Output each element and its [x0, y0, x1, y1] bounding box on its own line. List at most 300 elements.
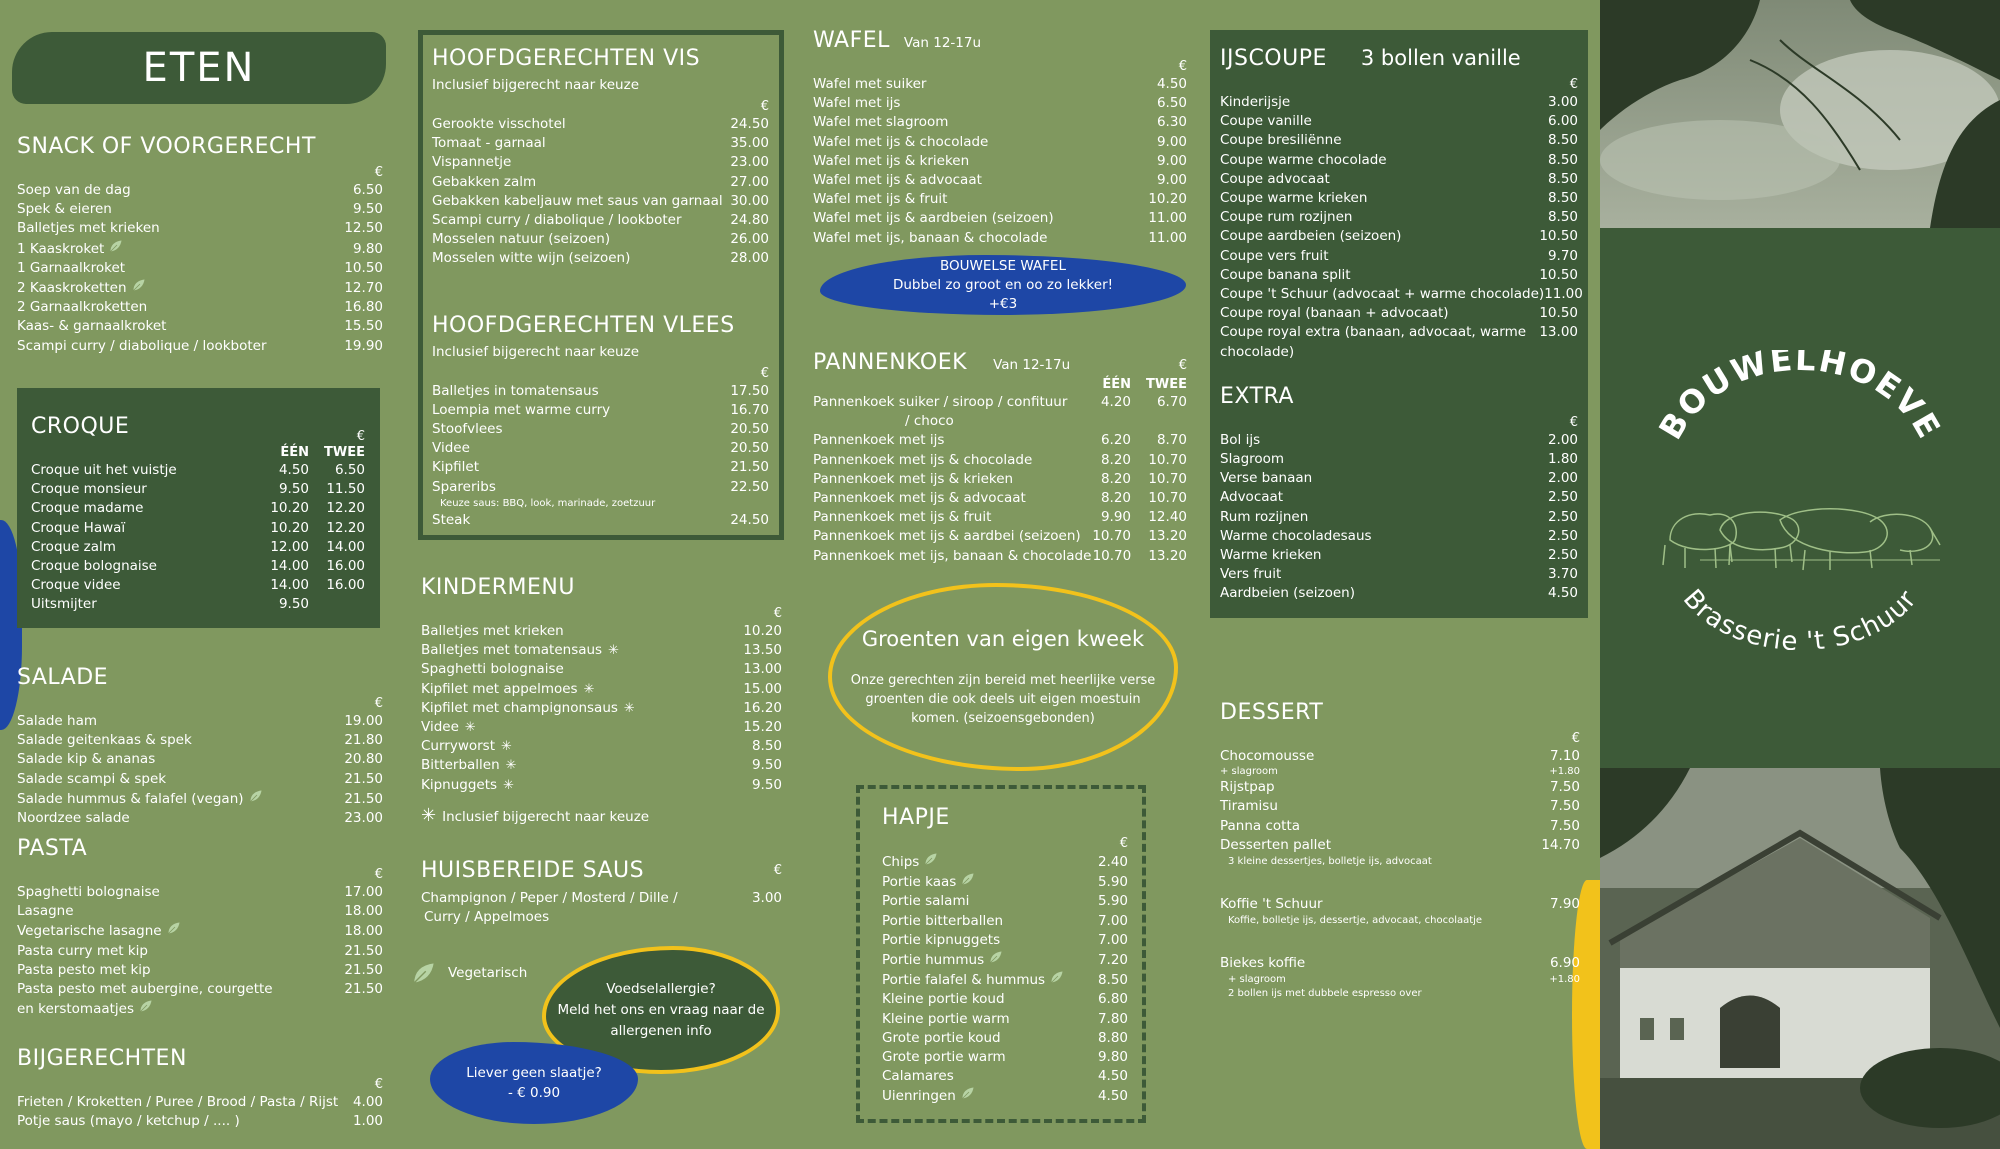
- item-price: 6.00: [1547, 113, 1578, 130]
- croque-section: [17, 388, 380, 628]
- item-price: 1.80: [1547, 451, 1578, 468]
- eten-banner: [12, 32, 386, 104]
- asterisk-icon: ✳: [501, 739, 512, 755]
- menu-item: [882, 1086, 1128, 1106]
- menu-item: [813, 190, 1187, 209]
- pannenkoek-section: [813, 350, 1187, 566]
- menu-item: [882, 912, 1128, 931]
- menu-item: [813, 412, 1187, 431]
- kindermenu-section: [421, 575, 782, 826]
- menu-item: [813, 229, 1187, 248]
- item-price: +1.80: [1549, 974, 1580, 986]
- item-price-een: 4.50: [278, 462, 309, 478]
- kindermenu-currency: €: [773, 606, 782, 621]
- item-price: 9.00: [1156, 152, 1187, 169]
- item-price-twee: 8.70: [1156, 432, 1187, 449]
- item-name: Coupe rum rozijnen: [1220, 209, 1353, 226]
- item-price-een: 12.00: [270, 538, 309, 555]
- item-price-een: 9.90: [1100, 509, 1131, 526]
- ijscoupe-box: [1210, 30, 1588, 618]
- item-name: Croque madame: [31, 500, 144, 517]
- leaf-icon: [988, 950, 1004, 964]
- menu-item: [17, 789, 383, 809]
- allergie-line2: Meld het ons en vraag naar de: [557, 1001, 765, 1018]
- item-name: Chocomousse: [1220, 748, 1315, 764]
- slaatje-line1: Liever geen slaatje?: [466, 1065, 602, 1081]
- item-name: Spaghetti bolognaise: [17, 884, 160, 900]
- item-price-twee: 14.00: [326, 538, 365, 555]
- vlees-currency: €: [760, 365, 769, 381]
- item-name: Balletjes met krieken: [421, 623, 564, 639]
- item-name: Stoofvlees: [432, 421, 503, 438]
- ijscoupe-subtitle: 3 bollen vanille: [1360, 46, 1521, 70]
- item-price-twee: 10.70: [1148, 470, 1187, 487]
- menu-item: [813, 393, 1187, 412]
- item-price: 15.50: [344, 318, 383, 335]
- menu-item: [813, 171, 1187, 190]
- menu-item: [1220, 584, 1578, 603]
- bouwelse-wafel-bubble: [820, 255, 1186, 315]
- item-name: Wafel met ijs & advocaat: [813, 172, 982, 189]
- item-name: Gerookte visschotel: [432, 116, 566, 132]
- bijgerechten-currency: €: [374, 1077, 383, 1092]
- salade-currency: €: [374, 696, 383, 711]
- menu-item: [432, 115, 769, 134]
- biekes-row: [1220, 954, 1580, 973]
- item-name: Videe: [421, 719, 459, 736]
- item-price-een: 10.70: [1092, 528, 1131, 545]
- item-name: Kipfilet met champignonsaus: [421, 699, 618, 716]
- item-name: Rum rozijnen: [1220, 508, 1309, 525]
- item-price: 4.00: [352, 1094, 383, 1110]
- item-name: Croque zalm: [31, 538, 116, 555]
- item-name: Kipnuggets: [421, 776, 498, 793]
- menu-item: [813, 489, 1187, 508]
- kindermenu-legend: [421, 805, 782, 826]
- item-name: Croque monsieur: [31, 481, 147, 498]
- menu-item: [432, 192, 769, 211]
- asterisk-icon: ✳: [583, 681, 595, 697]
- item-name: Coupe aardbeien (seizoen): [1220, 228, 1402, 245]
- item-name: Pannenkoek met ijs & krieken: [813, 470, 1014, 487]
- item-name: Pannenkoek met ijs & advocaat: [813, 490, 1026, 507]
- item-price: 16.20: [743, 699, 782, 716]
- allergie-line1: Voedselallergie?: [606, 980, 716, 997]
- vlees-list: [432, 382, 769, 497]
- item-price: 9.00: [1156, 133, 1187, 150]
- menu-item: [882, 950, 1128, 970]
- menu-item: [432, 153, 769, 172]
- bijgerechten-title: BIJGERECHTEN: [17, 1046, 187, 1071]
- item-price: 6.50: [352, 182, 383, 198]
- item-price: 4.50: [1547, 585, 1578, 602]
- groenten-line2: groenten die ook deels uit eigen moestuin: [865, 691, 1141, 707]
- menu-item: [813, 547, 1187, 566]
- pannenkoek-currency: €: [1178, 358, 1187, 373]
- item-name: Coupe warme chocolade: [1220, 151, 1387, 168]
- hapje-section: [856, 785, 1146, 1123]
- item-name: Warme chocoladesaus: [1220, 527, 1372, 544]
- item-price: 8.50: [1097, 972, 1128, 989]
- extra-title: EXTRA: [1220, 383, 1294, 409]
- asterisk-icon: ✳: [503, 777, 514, 793]
- wafel-currency: €: [1178, 59, 1187, 74]
- menu-item: [17, 219, 383, 238]
- menu-item: [1220, 227, 1578, 246]
- tree-sky-photo: [1600, 0, 2000, 228]
- menu-item: [1220, 508, 1578, 527]
- kindermenu-title: KINDERMENU: [421, 575, 575, 600]
- item-name: Tiramisu: [1220, 798, 1278, 815]
- item-price: +1.80: [1549, 766, 1580, 778]
- item-price: 30.00: [730, 192, 769, 209]
- item-name: Wafel met slagroom: [813, 114, 949, 131]
- vlees-title: HOOFDGERECHTEN VLEES: [432, 312, 735, 338]
- koffie-note: Koffie, bolletje ijs, dessertje, advocaat, chocolaatje: [1228, 915, 1483, 927]
- menu-item: [1220, 131, 1578, 150]
- item-name: Uienringen: [882, 1088, 956, 1105]
- item-name: Spareribs: [432, 478, 496, 495]
- item-name: Desserten pallet: [1220, 836, 1332, 853]
- wafel-title: WAFEL: [813, 28, 890, 53]
- item-name: Pasta pesto met kip: [17, 961, 151, 978]
- menu-item: [1220, 285, 1583, 304]
- item-price: 12.70: [344, 280, 383, 297]
- item-name: Pannenkoek met ijs & chocolade: [813, 451, 1033, 468]
- item-price: 21.50: [730, 459, 769, 476]
- vegetarisch-legend: [410, 960, 527, 986]
- bouwelse-line1: BOUWELSE WAFEL: [940, 257, 1066, 274]
- menu-item: [421, 718, 782, 737]
- asterisk-icon: ✳: [623, 700, 635, 716]
- item-price: 2.40: [1097, 854, 1128, 870]
- item-name: Portie salami: [882, 893, 970, 910]
- menu-item: [17, 181, 383, 200]
- eten-title: ETEN: [142, 45, 256, 91]
- extra-list: [1220, 431, 1578, 604]
- menu-item: [31, 576, 365, 595]
- groenten-line1: Onze gerechten zijn bereid met heerlijke verse: [850, 672, 1156, 688]
- item-price-een: 8.20: [1100, 451, 1131, 468]
- menu-item: [17, 712, 383, 731]
- bijgerechten-section: [17, 1046, 383, 1131]
- item-price: 8.80: [1097, 1029, 1128, 1046]
- item-name: Grote portie warm: [882, 1049, 1006, 1066]
- vis-title: HOOFDGERECHTEN VIS: [432, 46, 701, 71]
- item-price: 9.50: [751, 776, 782, 793]
- menu-item: [432, 173, 769, 192]
- item-price: 35.00: [730, 135, 769, 152]
- menu-item: [1220, 565, 1578, 584]
- item-name: Kleine portie warm: [882, 1010, 1010, 1027]
- item-name: Biekes koffie: [1220, 955, 1306, 972]
- menu-item: [882, 892, 1128, 911]
- item-name: Wafel met suiker: [813, 76, 927, 92]
- pannenkoek-list: [813, 393, 1187, 566]
- sheep-icon: [1663, 509, 1940, 570]
- menu-item: [17, 921, 383, 941]
- menu-item: [432, 211, 769, 230]
- menu-item: [31, 538, 365, 557]
- logo-name: BOUWELHOEVE: [1651, 350, 1949, 446]
- asterisk-icon: ✳: [421, 804, 437, 826]
- item-name: Salade ham: [17, 713, 98, 729]
- item-price: 10.20: [743, 623, 782, 639]
- item-name: Pannenkoek met ijs & aardbei (seizoen): [813, 528, 1081, 545]
- item-price: 13.00: [1539, 324, 1578, 341]
- menu-item: [882, 990, 1128, 1009]
- item-name: Mosselen witte wijn (seizoen): [432, 250, 631, 267]
- menu-item: [1220, 431, 1578, 450]
- item-price: 2.50: [1547, 527, 1578, 544]
- bouwelhoeve-logo: [1630, 350, 1970, 650]
- item-name: Bol ijs: [1220, 431, 1261, 448]
- item-name: Vegetarische lasagne: [17, 923, 162, 940]
- item-name: chocolade): [1220, 343, 1295, 360]
- leaf-icon: [1049, 970, 1065, 984]
- menu-item: [17, 259, 383, 278]
- item-price: 21.50: [344, 942, 383, 959]
- item-price: 24.50: [730, 511, 769, 528]
- item-name: Portie hummus: [882, 952, 985, 969]
- item-name: Warme krieken: [1220, 547, 1322, 564]
- biekes-note: 2 bollen ijs met dubbele espresso over: [1228, 988, 1422, 1000]
- dessert-mousse-sub: [1220, 766, 1580, 778]
- item-price-twee: 13.20: [1148, 528, 1187, 545]
- pannenkoek-col-een: ÉÉN: [1102, 377, 1131, 392]
- item-price: 9.00: [1156, 172, 1187, 189]
- snack-currency: €: [374, 165, 383, 180]
- item-price-twee: 12.20: [326, 519, 365, 536]
- item-name: 1 Garnaalkroket: [17, 259, 126, 276]
- item-price: 7.00: [1097, 912, 1128, 929]
- leaf-icon: [108, 239, 124, 253]
- item-price: 7.10: [1549, 748, 1580, 764]
- menu-item: [17, 1093, 383, 1112]
- groenten-title: Groenten van eigen kweek: [861, 626, 1145, 651]
- hapje-list: [882, 852, 1128, 1107]
- menu-item: [1220, 151, 1578, 170]
- menu-item: [31, 595, 365, 614]
- item-price: 21.50: [344, 961, 383, 978]
- item-price: 8.50: [1547, 151, 1578, 168]
- saus-title: HUISBEREIDE SAUS: [421, 858, 645, 883]
- item-price: 2.00: [1547, 431, 1578, 448]
- menu-item: [1220, 450, 1578, 469]
- salade-title: SALADE: [17, 665, 109, 690]
- menu-item: [421, 660, 782, 679]
- item-price-een: 9.50: [278, 596, 309, 613]
- steak-row: [432, 511, 769, 530]
- vegetarisch-text: Vegetarisch: [448, 965, 528, 981]
- item-name: Balletjes in tomatensaus: [432, 382, 599, 399]
- item-price: 1.00: [352, 1113, 383, 1130]
- menu-item: [1220, 836, 1580, 855]
- leaf-icon: [410, 960, 438, 986]
- item-name: Scampi curry / diabolique / lookboter: [17, 337, 267, 354]
- saus-row-2: [421, 908, 782, 927]
- item-price-twee: 11.50: [326, 481, 365, 498]
- menu-item: [421, 699, 782, 718]
- item-name: 2 Kaaskroketten: [17, 280, 127, 297]
- menu-item: [432, 439, 769, 458]
- item-price: 20.50: [730, 440, 769, 457]
- saus-line2: Curry / Appelmoes: [424, 909, 550, 926]
- item-name: Noordzee salade: [17, 810, 130, 827]
- menu-item: [432, 420, 769, 439]
- wafel-section: [813, 28, 1187, 248]
- item-price: 23.00: [730, 154, 769, 171]
- menu-item: [31, 557, 365, 576]
- item-price-twee: 12.40: [1148, 509, 1187, 526]
- item-name: Uitsmijter: [31, 596, 97, 613]
- menu-item: [31, 461, 365, 480]
- menu-item: [17, 770, 383, 789]
- item-price: 13.50: [743, 642, 782, 659]
- item-name: Wafel met ijs & krieken: [813, 152, 970, 169]
- menu-item: [421, 641, 782, 660]
- croque-list: [31, 461, 365, 615]
- item-name: 1 Kaaskroket: [17, 240, 105, 257]
- item-price: 28.00: [730, 250, 769, 267]
- item-price: 19.90: [344, 337, 383, 354]
- menu-item: [1220, 488, 1578, 507]
- menu-item: [882, 1029, 1128, 1048]
- svg-text:Brasserie 't Schuur: [1677, 584, 1923, 650]
- item-name: Vispannetje: [432, 154, 512, 171]
- item-price: 8.50: [1547, 170, 1578, 187]
- item-price: 2.00: [1547, 470, 1578, 487]
- item-name: Koffie 't Schuur: [1220, 896, 1323, 913]
- menu-item: [1220, 304, 1578, 323]
- item-name: Croque bolognaise: [31, 558, 157, 575]
- item-price: 9.80: [352, 240, 383, 257]
- item-price: 15.20: [743, 719, 782, 736]
- croque-col-headers: [31, 445, 365, 461]
- item-name: Kipfilet met appelmoes: [421, 680, 578, 697]
- item-price-twee: 13.20: [1148, 547, 1187, 564]
- item-name: Aardbeien (seizoen): [1220, 585, 1355, 602]
- bouwelse-line2: Dubbel zo groot en oo zo lekker!: [892, 276, 1114, 293]
- menu-item: [17, 942, 383, 961]
- item-price: 4.50: [1097, 1088, 1128, 1105]
- menu-item: [432, 134, 769, 153]
- menu-item: [17, 809, 383, 828]
- item-name: Wafel met ijs & aardbeien (seizoen): [813, 210, 1054, 227]
- item-price: 7.50: [1549, 798, 1580, 815]
- menu-item: [17, 902, 383, 921]
- item-name: Wafel met ijs, banaan & chocolade: [813, 229, 1048, 246]
- menu-item: [421, 737, 782, 756]
- item-price: 7.90: [1549, 896, 1580, 913]
- leaf-icon: [923, 852, 939, 866]
- item-price: 10.50: [1539, 228, 1578, 245]
- item-price: 13.00: [743, 661, 782, 678]
- item-price: 19.00: [344, 713, 383, 729]
- saus-section: [421, 858, 782, 927]
- leaf-icon: [248, 789, 264, 803]
- item-price: 2.50: [1547, 547, 1578, 564]
- menu-item: [17, 883, 383, 902]
- item-price: 9.80: [1097, 1049, 1128, 1066]
- item-name: Croque videe: [31, 577, 121, 594]
- item-name: Coupe advocaat: [1220, 170, 1330, 187]
- asterisk-icon: ✳: [464, 720, 476, 736]
- menu-item: [17, 337, 383, 356]
- item-name: Portie kaas: [882, 874, 957, 891]
- item-name: Videe: [432, 440, 470, 457]
- item-name: Spaghetti bolognaise: [421, 661, 564, 678]
- item-name: Tomaat - garnaal: [432, 135, 546, 152]
- item-name: Kleine portie koud: [882, 991, 1005, 1008]
- menu-item: [813, 152, 1187, 171]
- item-name: Lasagne: [17, 903, 74, 920]
- item-name: Salade scampi & spek: [17, 770, 167, 787]
- dessert-title: DESSERT: [1220, 700, 1324, 725]
- menu-item: [432, 478, 769, 497]
- item-name: Pannenkoek suiker / siroop / confituur: [813, 394, 1068, 410]
- menu-item: [1220, 527, 1578, 546]
- menu-item: [17, 1112, 383, 1131]
- item-price: 9.70: [1547, 247, 1578, 264]
- item-price-een: 10.70: [1092, 547, 1132, 564]
- slaatje-bubble: [430, 1042, 638, 1124]
- item-price-twee: 6.70: [1156, 394, 1187, 410]
- menu-item: [1220, 189, 1578, 208]
- dessert-currency: €: [1571, 731, 1580, 746]
- asterisk-icon: ✳: [608, 643, 619, 659]
- menu-item: [1220, 323, 1578, 342]
- item-name: Calamares: [882, 1068, 954, 1085]
- menu-item: [813, 431, 1187, 450]
- item-price: 7.50: [1549, 817, 1580, 834]
- menu-item: [432, 401, 769, 420]
- vis-subtitle: Inclusief bijgerecht naar keuze: [432, 77, 640, 93]
- item-price: 15.00: [743, 680, 782, 697]
- menu-item: [421, 680, 782, 699]
- menu-item: [432, 249, 769, 268]
- item-price: 20.80: [344, 751, 383, 768]
- item-price: 8.50: [1547, 190, 1578, 207]
- item-name: Spek & eieren: [17, 201, 112, 218]
- item-name: Slagroom: [1220, 451, 1285, 468]
- menu-item: [813, 508, 1187, 527]
- item-price: 11.00: [1148, 210, 1187, 227]
- menu-item: [17, 239, 383, 259]
- kindermenu-legend-text: Inclusief bijgerecht naar keuze: [442, 808, 650, 825]
- item-price: 5.90: [1097, 874, 1128, 891]
- menu-item: [1220, 93, 1578, 112]
- item-name: / choco: [905, 413, 954, 430]
- item-price-twee: 16.00: [326, 577, 365, 594]
- allergie-line3: allergenen info: [610, 1022, 712, 1039]
- item-price: 12.50: [344, 220, 383, 237]
- saus-currency: €: [773, 863, 782, 878]
- vis-currency: €: [760, 99, 769, 114]
- item-price: 5.90: [1097, 893, 1128, 910]
- item-price: 21.80: [344, 732, 383, 749]
- item-name: Coupe royal (banaan + advocaat): [1220, 305, 1449, 322]
- bouwelse-line3: +€3: [988, 295, 1018, 312]
- pannenkoek-col-twee: TWEE: [1146, 377, 1187, 392]
- menu-item: [882, 970, 1128, 990]
- item-name: Panna cotta: [1220, 817, 1301, 834]
- item-name: Pannenkoek met ijs, banaan & chocolade: [813, 547, 1092, 564]
- item-price-een: 6.20: [1100, 432, 1131, 449]
- item-price: 9.50: [352, 201, 383, 218]
- item-price: 18.00: [344, 903, 383, 920]
- item-name: Curryworst: [421, 738, 496, 755]
